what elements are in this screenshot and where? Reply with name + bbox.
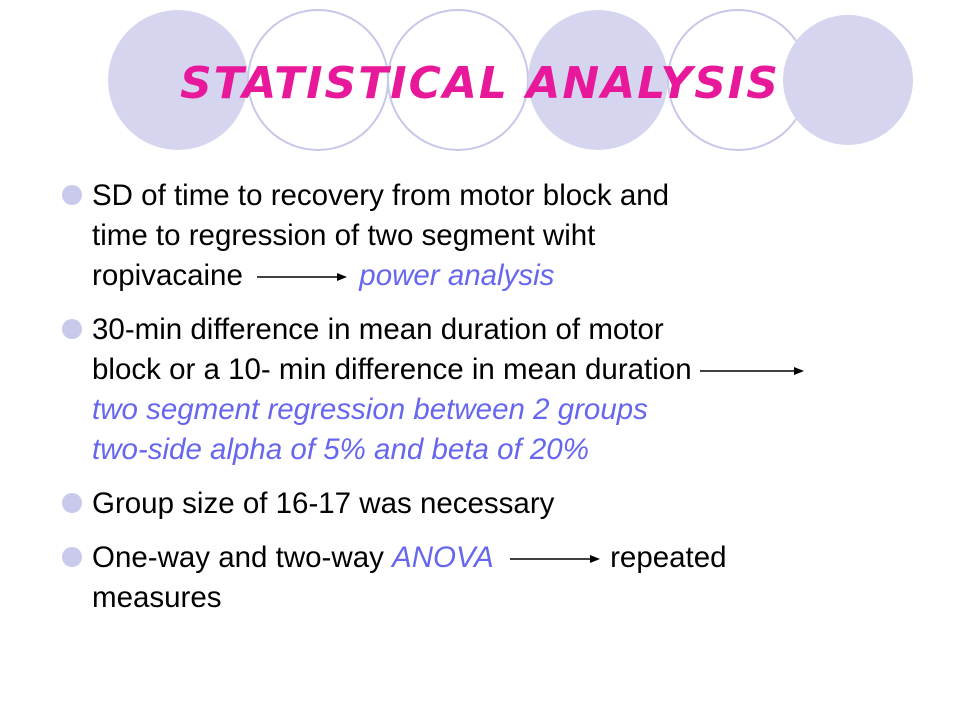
bullet-text: time to regression of two segment wiht bbox=[92, 219, 596, 252]
bullet-text: SD of time to recovery from motor block and bbox=[92, 179, 670, 212]
bullet-dot bbox=[62, 493, 82, 513]
bullet-item-difference bbox=[60, 310, 950, 470]
slide-title: STATISTICAL ANALYSIS bbox=[179, 58, 780, 109]
arrow-right-icon bbox=[502, 552, 602, 566]
highlight-text: power analysis bbox=[359, 259, 555, 292]
highlight-text: two-side alpha of 5% and beta of 20% bbox=[92, 433, 589, 466]
highlight-text: two segment regression between 2 groups bbox=[92, 393, 648, 426]
bullet-dot bbox=[62, 319, 82, 339]
bullet-text-line bbox=[92, 256, 950, 296]
bullet-text: repeated bbox=[610, 541, 727, 574]
bullet-item-sd bbox=[60, 176, 950, 296]
bullet-text: ropivacaine bbox=[92, 259, 243, 292]
bullet-dot bbox=[62, 185, 82, 205]
bullet-list bbox=[60, 176, 950, 632]
arrow-right-icon bbox=[251, 270, 351, 284]
bullet-text: block or a 10- min difference in mean duration bbox=[92, 353, 692, 386]
bullet-text-line bbox=[92, 350, 950, 390]
highlight-text: ANOVA bbox=[392, 541, 494, 574]
bullet-dot bbox=[62, 547, 82, 567]
bullet-item-anova bbox=[60, 538, 950, 618]
bullet-text-line bbox=[92, 538, 950, 578]
arrow-right-icon bbox=[700, 364, 804, 378]
bullet-text: 30-min difference in mean duration of motor bbox=[92, 313, 664, 346]
bullet-text: Group size of 16-17 was necessary bbox=[92, 487, 555, 520]
bullet-item-group-size bbox=[60, 484, 950, 524]
bullet-text: One-way and two-way bbox=[92, 541, 393, 574]
bullet-text: measures bbox=[92, 581, 222, 614]
